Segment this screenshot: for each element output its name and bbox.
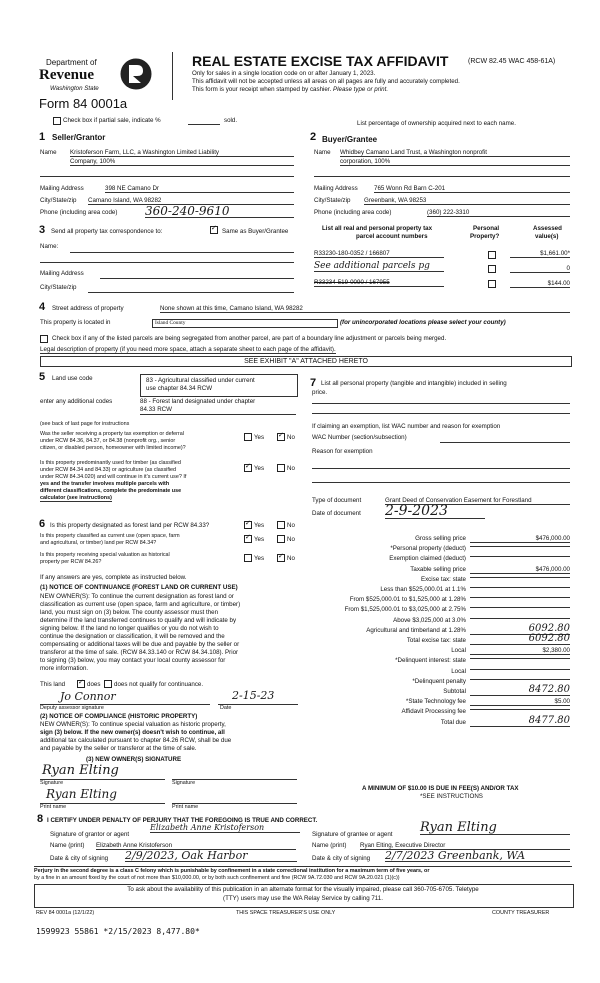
assessor-signature[interactable]: Jo Connor xyxy=(60,690,116,703)
corr-name-label: Name: xyxy=(40,243,59,250)
calc-label: Taxable selling price xyxy=(410,566,466,573)
segregated-label: Check box if any of the listed parcels are being segregated from another parcel, are part of a boundary line adjustment or parcels being merged. xyxy=(52,335,447,342)
perjury-line-1: Perjury in the second degree is a class C felony which is punishable by confinement in a state correctional institution for a maximum term of five years, or xyxy=(34,868,430,874)
n2-line-4: and payable by the seller or transferor at the time of sale. xyxy=(40,745,197,752)
notice-line-3: land, you must sign on (3) below. The county assessor must then xyxy=(40,609,219,616)
calc-label: *Delinquent interest: state xyxy=(395,657,466,664)
q-current-use-yes-checkbox[interactable] xyxy=(244,535,252,543)
located-label: This property is located in xyxy=(40,319,111,326)
grantor-signature[interactable]: Elizabeth Anne Kristoferson xyxy=(150,824,300,833)
parcel-row-3-personal-checkbox[interactable] xyxy=(488,280,496,288)
parcel-col-header-2: Personal xyxy=(473,225,500,232)
calc-value[interactable] xyxy=(470,679,570,680)
calc-value[interactable] xyxy=(470,658,570,659)
calc-label: Total excise tax: state xyxy=(406,637,466,644)
street-label: Street address of property xyxy=(52,305,124,312)
buyer-mail-value[interactable]: 765 Wonn Rd Barn C-201 xyxy=(374,186,570,193)
calc-label: *State Technology fee xyxy=(405,698,466,705)
q-timber-yes-label: Yes xyxy=(254,465,265,472)
doc-type-value[interactable]: Grant Deed of Conservation Easement for Forestland xyxy=(385,498,570,505)
grantee-signature[interactable]: Ryan Elting xyxy=(420,821,570,835)
calc-value[interactable] xyxy=(470,556,570,557)
q-timber-1: Is this property predominantly used for timber (as classified xyxy=(40,460,181,466)
county-treasurer: COUNTY TREASURER xyxy=(492,910,550,916)
subtitle-1: Only for sales in a single location code on or after January 1, 2023. xyxy=(192,70,376,77)
q-exemption-3: citizen, or disabled person, homeowner with limited income)? xyxy=(40,445,186,451)
does-label: does xyxy=(87,681,101,688)
calc-label: Exemption claimed (deduct) xyxy=(389,555,466,562)
calc-label: Local xyxy=(451,668,466,675)
calc-label: Agricultural and timberland at 1.28% xyxy=(366,627,466,634)
q-historic-2: property per RCW 84.26? xyxy=(40,559,102,565)
parcel-col-header-3: Assessed xyxy=(533,225,562,232)
seller-name-line1[interactable]: Kristoferson Farm, LLC, a Washington Limited Liability xyxy=(70,150,294,157)
notice-compliance-title: (2) NOTICE OF COMPLIANCE (HISTORIC PROPERTY) xyxy=(40,713,198,720)
q-timber-2: under RCW 84.34 and 84.33) or agriculture (as classified xyxy=(40,467,177,473)
doc-date-label: Date of document xyxy=(312,510,361,517)
q-historic-no-checkbox[interactable] xyxy=(277,554,285,562)
dept-line1: Department of xyxy=(46,58,97,67)
notice-line-2: classification as current use (open space, farm and agriculture, or timber) xyxy=(40,601,241,608)
section-7-number: 7 xyxy=(310,377,317,389)
partial-sale-checkbox[interactable] xyxy=(53,117,61,125)
q-timber-3: under RCW 84.34.020) and will continue in it's current use? If xyxy=(40,474,187,480)
q-historic-yes-label: Yes xyxy=(254,555,265,562)
buyer-phone-value[interactable]: (360) 222-3310 xyxy=(427,210,570,217)
exemption-claim-label: If claiming an exemption, list WAC number and reason for exemption xyxy=(312,423,501,430)
calc-value[interactable] xyxy=(470,577,570,578)
q-current-use-no-checkbox[interactable] xyxy=(277,535,285,543)
buyer-city-label: City/State/zip xyxy=(314,197,351,204)
see-instructions-note: *SEE INSTRUCTIONS xyxy=(420,793,483,800)
notice-line-10: more information. xyxy=(40,665,89,672)
deputy-date-label: Date xyxy=(220,705,232,711)
grantee-date-value[interactable]: 2/7/2023 Greenbank, WA xyxy=(385,850,570,862)
notice-line-8: transferor at the time of sale. (RCW 84.33.140 or RCW 84.34.108). Prior xyxy=(40,649,239,656)
seller-phone-label: Phone (including area code) xyxy=(40,209,118,216)
calc-label: Excise tax: state xyxy=(420,576,466,583)
parcel-col-header-1: List all real and personal property tax xyxy=(322,225,433,232)
does-qualify-checkbox[interactable] xyxy=(77,680,85,688)
doc-date-value[interactable]: 2-9-2023 xyxy=(385,504,485,519)
land-use-label: Land use code xyxy=(52,375,93,382)
does-not-qualify-checkbox[interactable] xyxy=(104,680,112,688)
parcel-row-2-number[interactable]: See additional parcels pg xyxy=(314,262,444,272)
calc-label: Affidavit Processing fee xyxy=(401,708,466,715)
buyer-city-value[interactable]: Greenbank, WA 98253 xyxy=(364,198,570,205)
q-exemption-no-label: No xyxy=(287,434,295,441)
treasurer-only: THIS SPACE TREASURER'S USE ONLY xyxy=(236,910,336,916)
seller-city-label: City/State/zip xyxy=(40,197,77,204)
subtitle-2: This affidavit will not be accepted unless all areas on all pages are fully and accurately completed. xyxy=(192,78,460,85)
same-as-buyer-label: Same as Buyer/Grantee xyxy=(222,228,289,235)
q-timber-6: calculator (see instructions) xyxy=(40,495,112,501)
legal-description[interactable]: SEE EXHIBIT "A" ATTACHED HERETO xyxy=(40,356,572,367)
title-ref: (RCW 82.45 WAC 458-61A) xyxy=(468,58,556,65)
partial-sale-percent[interactable] xyxy=(188,118,220,125)
n2-line-1: NEW OWNER(S): To continue special valuation as historic property, xyxy=(40,721,226,728)
ownership-note: List percentage of ownership acquired next to each name. xyxy=(357,120,516,127)
corr-city-label: City/State/zip xyxy=(40,284,77,291)
q-timber-no-label: No xyxy=(287,465,295,472)
calc-value[interactable] xyxy=(470,709,570,710)
section-4-number: 4 xyxy=(39,301,46,313)
receipt-stamp: 1599923 55861 *2/15/2023 8,477.80* xyxy=(36,927,200,936)
grantee-sig-label: Signature of grantee or agent xyxy=(312,831,393,838)
alt-format-line-2: (TTY) users may use the WA Relay Service by calling 711. xyxy=(223,895,383,902)
partial-sold-label: sold. xyxy=(224,117,238,124)
see-back-note: (see back of last page for instructions xyxy=(40,421,130,427)
county-select[interactable]: Island County xyxy=(152,319,338,328)
notice-line-5: signing below. If the land no longer qualifies or you do not wish to xyxy=(40,625,219,632)
new-owner-sig-label: Signature xyxy=(40,780,64,786)
certify-statement: I CERTIFY UNDER PENALTY OF PERJURY THAT THE FOREGOING IS TRUE AND CORRECT. xyxy=(47,817,318,824)
correspondence-label: Send all property tax correspondence to: xyxy=(51,228,163,235)
calc-value[interactable] xyxy=(470,546,570,547)
section-8-number: 8 xyxy=(37,813,44,825)
page-title: REAL ESTATE EXCISE TAX AFFIDAVIT xyxy=(192,53,449,69)
calc-value[interactable] xyxy=(470,597,570,598)
deputy-label: Deputy assessor signature xyxy=(40,705,104,711)
q-exemption-no-checkbox[interactable] xyxy=(277,433,285,441)
new-owner-signature[interactable]: Ryan Elting xyxy=(42,763,119,778)
calc-value[interactable] xyxy=(470,618,570,619)
seller-city-value[interactable]: Camano Island, WA 98282 xyxy=(88,198,294,205)
calc-label: Subtotal xyxy=(443,688,466,695)
calc-label: *Delinquent penalty xyxy=(412,678,466,685)
assessor-date-value[interactable]: 2-15-23 xyxy=(232,689,275,702)
grantor-name-label: Name (print) xyxy=(50,842,85,849)
section-1-number: 1 xyxy=(39,131,46,143)
q-current-use-yes-label: Yes xyxy=(254,536,265,543)
q-forest-no-label: No xyxy=(287,522,295,529)
grantor-sig-label: Signature of grantor or agent xyxy=(50,831,130,838)
buyer-heading: Buyer/Grantee xyxy=(322,135,378,144)
parcel-row-3-value[interactable]: $144.00 xyxy=(510,281,570,288)
q-exemption-yes-checkbox[interactable] xyxy=(244,433,252,441)
section-3-number: 3 xyxy=(39,224,46,236)
buyer-name-line2[interactable]: corporation, 100% xyxy=(340,159,570,166)
reason-label: Reason for exemption xyxy=(312,448,373,455)
buyer-name-line1[interactable]: Whidbey Camano Land Trust, a Washington nonprofit xyxy=(340,150,570,157)
located-note: (for unincorporated locations please select your county) xyxy=(340,319,506,326)
revenue-logo-icon xyxy=(118,56,154,92)
parcel-col-header-3b: value(s) xyxy=(535,233,559,240)
new-owner-print[interactable]: Ryan Elting xyxy=(46,787,117,801)
new-owner-sig-title: (3) NEW OWNER(S) SIGNATURE xyxy=(86,756,182,763)
calc-value[interactable] xyxy=(470,607,570,608)
q-forest-no-checkbox[interactable] xyxy=(277,521,285,529)
calc-value[interactable]: 6092.80 xyxy=(470,634,570,645)
notice-line-4: determine if the land transferred continues to qualify and will indicate by xyxy=(40,617,237,624)
doc-type-label: Type of document xyxy=(312,497,362,504)
q-historic-no-label: No xyxy=(287,555,295,562)
revision-code: REV 84 0001a (12/1/22) xyxy=(36,910,95,916)
parcel-col-header-2b: Property? xyxy=(470,233,500,240)
land-use-code-2b[interactable]: 84.33 RCW xyxy=(140,406,172,413)
q-forest-yes-checkbox[interactable] xyxy=(244,521,252,529)
q-timber-5: different classifications, complete the predominate use xyxy=(40,488,182,494)
q-forest-yes-label: Yes xyxy=(254,522,265,529)
parcel-row-1-number[interactable]: R33230-180-0352 / 166807 xyxy=(314,251,444,258)
section-5-number: 5 xyxy=(39,371,46,383)
seller-name-label: Name xyxy=(40,149,57,156)
seller-name-line2[interactable]: Company, 100% xyxy=(70,159,294,166)
grantor-date-value[interactable]: 2/9/2023, Oak Harbor xyxy=(125,850,297,862)
corr-mail-label: Mailing Address xyxy=(40,270,84,277)
additional-codes-label: enter any additional codes xyxy=(40,398,113,405)
parcel-row-1-value[interactable]: $1,661.00* xyxy=(510,251,570,258)
q-historic-yes-checkbox[interactable] xyxy=(244,554,252,562)
q-historic-1: Is this property receiving special valuation as historical xyxy=(40,552,170,558)
calc-value[interactable]: $2,380.00 xyxy=(470,648,570,655)
new-owner-sig-label-2: Signature xyxy=(172,780,196,786)
minimum-fee-note: A MINIMUM OF $10.00 IS DUE IN FEE(S) AND/OR TAX xyxy=(362,785,519,792)
q-current-use-2: and agricultural, or timber) land per RCW 84.34? xyxy=(40,540,157,546)
notice-line-6: continue the designation or classification, it will be removed and the xyxy=(40,633,225,640)
grantee-name-value[interactable]: Ryan Elting, Executive Director xyxy=(360,843,570,850)
q-exemption-2: under RCW 84.36, 84.37, or 84.38 (nonprofit org., senior xyxy=(40,438,176,444)
section-6-number: 6 xyxy=(39,518,46,530)
calc-label: From $525,000.01 to $1,525,000 at 1.28% xyxy=(349,596,466,603)
calc-value[interactable]: 6092.80 xyxy=(470,624,570,635)
seller-phone-value[interactable]: 360-240-9610 xyxy=(145,205,294,218)
dept-line2: Revenue xyxy=(39,67,94,83)
calc-label: From $1,525,000.01 to $3,025,000 at 2.75% xyxy=(344,606,466,613)
notice-line-7: compensating or additional taxes will be due and payable by the seller or xyxy=(40,641,240,648)
personal-property-label-1: List all personal property (tangible and intangible) included in selling xyxy=(321,380,507,387)
q-timber-4: yes and the transfer involves multiple parcels with xyxy=(40,481,170,487)
n2-line-2: sign (3) below. If the new owner(s) doesn't wish to continue, all xyxy=(40,729,225,736)
form-number: Form 84 0001a xyxy=(39,96,128,111)
parcel-row-2-personal-checkbox[interactable] xyxy=(488,265,496,273)
calc-value[interactable]: 8472.80 xyxy=(470,685,570,696)
calc-label: Above $3,025,000 at 3.0% xyxy=(393,617,466,624)
calc-value[interactable] xyxy=(470,669,570,670)
notice-line-9: to signing (3) below, you may contact your local county assessor for xyxy=(40,657,226,664)
partial-sale-label: Check box if partial sale, indicate % xyxy=(63,117,161,124)
print-name-label: Print name xyxy=(40,804,67,810)
notice-continuance-title: (1) NOTICE OF CONTINUANCE (FOREST LAND OR CURRENT USE) xyxy=(40,584,238,591)
q-timber-yes-checkbox[interactable] xyxy=(244,464,252,472)
q-current-use-no-label: No xyxy=(287,536,295,543)
calc-value[interactable]: $476,000.00 xyxy=(470,567,570,574)
section-2-number: 2 xyxy=(310,131,317,143)
land-use-code-2[interactable]: 88 - Forest land designated under chapter xyxy=(140,398,256,405)
calc-value[interactable] xyxy=(470,587,570,588)
q-current-use-1: Is this property classified as current use (open space, farm xyxy=(40,533,180,539)
q-exemption-yes-label: Yes xyxy=(254,434,265,441)
grantee-date-label: Date & city of signing xyxy=(312,855,371,862)
calc-label: Total due xyxy=(440,719,466,726)
buyer-mail-label: Mailing Address xyxy=(314,185,358,192)
if-any-yes: If any answers are yes, complete as instructed below. xyxy=(40,574,187,581)
alt-format-line-1: To ask about the availability of this publication in an alternate format for the visually impaired, please call 360-705-6705. Teletype xyxy=(127,886,479,893)
calc-value[interactable]: 8477.80 xyxy=(470,716,570,727)
subtitle-3: This form is your receipt when stamped by cashier. Please type or print. xyxy=(192,86,389,93)
n2-line-3: additional tax calculated pursuant to chapter 84.26 RCW, shall be due xyxy=(40,737,232,744)
street-value[interactable]: None shown at this time, Camano Island, WA 98282 xyxy=(160,306,570,313)
print-name-label-2: Print name xyxy=(172,804,199,810)
q-exemption-1: Was the seller receiving a property tax exemption or deferral xyxy=(40,431,184,437)
parcel-row-2-value[interactable]: 0 xyxy=(510,266,570,273)
notice-line-1: NEW OWNER(S): To continue the current designation as forest land or xyxy=(40,593,234,600)
land-use-code-1b: use chapter 84.34 RCW xyxy=(146,385,213,392)
calc-label: *Personal property (deduct) xyxy=(390,545,466,552)
personal-property-label-2: price. xyxy=(312,389,328,396)
segregated-checkbox[interactable] xyxy=(40,335,48,343)
parcel-row-3-number[interactable]: R33234-519-0090 / 167955 xyxy=(314,280,444,287)
q-forest: Is this property designated as forest land per RCW 84.33? xyxy=(50,522,210,529)
this-land-label: This land xyxy=(40,681,66,688)
perjury-line-2: by a fine in an amount fixed by the court of not more than $10,000.00, or by both such confinement and fine (RCW 9A.72.030 and RCW 9A.20.021 (1)(c)) xyxy=(34,875,400,881)
seller-heading: Seller/Grantor xyxy=(52,133,106,142)
grantor-name-value[interactable]: Elizabeth Anne Kristoferson xyxy=(96,843,296,850)
buyer-phone-label: Phone (including area code) xyxy=(314,209,392,216)
same-as-buyer-checkbox[interactable] xyxy=(210,226,218,234)
land-use-code-1: 83 - Agricultural classified under current xyxy=(146,377,255,384)
parcel-row-1-personal-checkbox[interactable] xyxy=(488,251,496,259)
calc-label: Local xyxy=(451,647,466,654)
parcel-col-header-1b: parcel account numbers xyxy=(356,233,428,240)
q-timber-no-checkbox[interactable] xyxy=(277,464,285,472)
calc-value[interactable]: $476,000.00 xyxy=(470,536,570,543)
seller-mail-value[interactable]: 398 NE Camano Dr xyxy=(105,186,294,193)
legal-label: Legal description of property (if you need more space, attach a separate sheet to each page of the affidavit). xyxy=(40,346,336,353)
dept-line3: Washington State xyxy=(50,85,99,92)
calc-label: Gross selling price xyxy=(415,535,466,542)
grantor-date-label: Date & city of signing xyxy=(50,855,109,862)
calc-label: Less than $525,000.01 at 1.1% xyxy=(380,586,466,593)
grantee-name-label: Name (print) xyxy=(312,842,347,849)
wac-label: WAC Number (section/subsection) xyxy=(312,434,407,441)
calc-value[interactable]: $5.00 xyxy=(470,699,570,706)
seller-mail-label: Mailing Address xyxy=(40,185,84,192)
buyer-name-label: Name xyxy=(314,149,331,156)
does-not-label: does not qualify for continuance. xyxy=(114,681,204,688)
